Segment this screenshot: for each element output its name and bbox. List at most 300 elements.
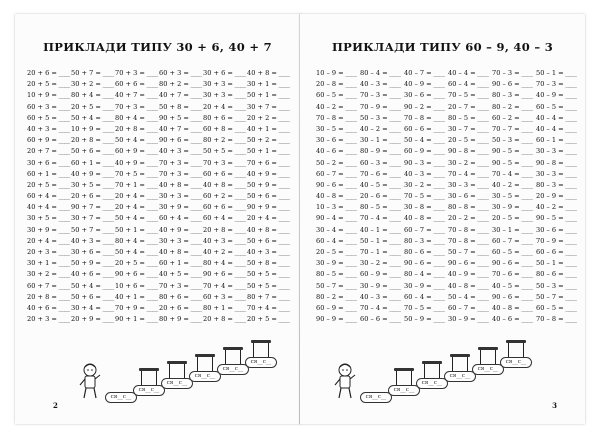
exercise-item[interactable]: 30 – 8 = ____ xyxy=(404,202,448,213)
exercise-item[interactable]: 70 + 3 = ____ xyxy=(159,281,203,292)
exercise-column xyxy=(27,68,71,325)
exercise-item[interactable]: 30 – 9 = ____ xyxy=(360,281,404,292)
exercise-item[interactable]: 60 + 4 = ____ xyxy=(203,213,247,224)
exercise-item[interactable]: 30 + 9 = ____ xyxy=(27,225,71,236)
stair-step: ся__с__ xyxy=(105,392,137,403)
exercise-item[interactable]: 90 + 1 = ____ xyxy=(115,314,159,325)
exercise-item[interactable]: 20 + 5 = ____ xyxy=(27,180,71,191)
exercise-item[interactable]: 40 + 1 = ____ xyxy=(115,292,159,303)
exercise-item[interactable]: 80 + 2 = ____ xyxy=(203,135,247,146)
exercise-item[interactable]: 80 – 5 = ____ xyxy=(360,202,404,213)
exercise-item[interactable]: 60 – 7 = ____ xyxy=(404,225,448,236)
exercise-item[interactable]: 40 – 2 = ____ xyxy=(536,202,580,213)
exercise-item[interactable]: 60 + 5 = ____ xyxy=(27,113,71,124)
exercise-item[interactable]: 10 – 9 = ____ xyxy=(316,68,360,79)
exercise-item[interactable]: 40 – 8 = ____ xyxy=(404,213,448,224)
exercise-item[interactable]: 60 + 8 = ____ xyxy=(203,124,247,135)
exercise-item[interactable]: 90 – 8 = ____ xyxy=(448,146,492,157)
exercise-item[interactable]: 40 – 2 = ____ xyxy=(492,180,536,191)
exercise-item[interactable]: 90 – 5 = ____ xyxy=(492,158,536,169)
exercise-item[interactable]: 30 – 2 = ____ xyxy=(404,180,448,191)
exercise-item[interactable]: 40 + 8 = ____ xyxy=(159,247,203,258)
exercise-item[interactable]: 90 – 8 = ____ xyxy=(536,158,580,169)
exercise-item[interactable]: 40 + 3 = ____ xyxy=(71,236,115,247)
exercise-item[interactable]: 40 + 9 = ____ xyxy=(71,169,115,180)
exercise-item[interactable]: 60 + 1 = ____ xyxy=(71,158,115,169)
exercise-item[interactable]: 60 – 5 = ____ xyxy=(316,90,360,101)
exercise-item[interactable]: 20 + 4 = ____ xyxy=(247,213,291,224)
exercise-item[interactable]: 60 + 2 = ____ xyxy=(203,191,247,202)
stair-post xyxy=(225,350,241,364)
exercise-item[interactable]: 50 + 2 = ____ xyxy=(247,135,291,146)
exercise-item[interactable]: 60 + 4 = ____ xyxy=(159,213,203,224)
exercise-item[interactable]: 20 – 5 = ____ xyxy=(492,213,536,224)
exercise-item[interactable]: 40 – 5 = ____ xyxy=(360,180,404,191)
right-page-title: ПРИКЛАДИ ТИПУ 60 – 9, 40 – 3 xyxy=(331,40,553,54)
exercise-item[interactable]: 40 – 6 = ____ xyxy=(492,314,536,325)
exercise-item[interactable]: 50 + 4 = ____ xyxy=(115,247,159,258)
exercise-item[interactable]: 20 – 5 = ____ xyxy=(316,247,360,258)
exercise-item[interactable]: 90 – 6 = ____ xyxy=(404,258,448,269)
exercise-item[interactable]: 70 – 8 = ____ xyxy=(316,113,360,124)
exercise-item[interactable]: 70 + 3 = ____ xyxy=(115,102,159,113)
exercise-item[interactable]: 30 + 3 = ____ xyxy=(203,90,247,101)
stair-post xyxy=(452,357,468,371)
exercise-item[interactable]: 50 + 9 = ____ xyxy=(247,180,291,191)
left-page xyxy=(15,14,301,424)
exercise-item[interactable]: 50 + 4 = ____ xyxy=(115,135,159,146)
exercise-item[interactable]: 20 + 6 = ____ xyxy=(159,303,203,314)
exercise-item[interactable]: 80 – 6 = ____ xyxy=(536,269,580,280)
exercise-item[interactable]: 60 – 5 = ____ xyxy=(536,102,580,113)
exercise-item[interactable]: 80 + 4 = ____ xyxy=(71,90,115,101)
exercise-item[interactable]: 70 – 4 = ____ xyxy=(360,303,404,314)
exercise-item[interactable]: 90 – 9 = ____ xyxy=(316,314,360,325)
exercise-item[interactable]: 30 – 2 = ____ xyxy=(360,258,404,269)
exercise-item[interactable]: 30 + 7 = ____ xyxy=(247,102,291,113)
exercise-item[interactable]: 50 – 4 = ____ xyxy=(448,292,492,303)
exercise-item[interactable]: 90 – 5 = ____ xyxy=(536,213,580,224)
exercise-item[interactable]: 30 + 5 = ____ xyxy=(71,180,115,191)
exercise-item[interactable]: 90 + 9 = ____ xyxy=(247,202,291,213)
exercise-item[interactable]: 20 + 8 = ____ xyxy=(71,135,115,146)
exercise-item[interactable]: 90 – 6 = ____ xyxy=(448,258,492,269)
exercise-item[interactable]: 70 – 1 = ____ xyxy=(360,247,404,258)
exercise-item[interactable]: 50 + 5 = ____ xyxy=(247,281,291,292)
exercise-item[interactable]: 30 + 5 = ____ xyxy=(27,213,71,224)
exercise-item[interactable]: 70 + 3 = ____ xyxy=(159,158,203,169)
exercise-item[interactable]: 50 + 6 = ____ xyxy=(71,146,115,157)
exercise-item[interactable]: 20 + 8 = ____ xyxy=(203,314,247,325)
exercise-item[interactable]: 40 + 6 = ____ xyxy=(27,303,71,314)
exercise-item[interactable]: 30 – 6 = ____ xyxy=(404,90,448,101)
exercise-item[interactable]: 90 – 2 = ____ xyxy=(404,102,448,113)
exercise-item[interactable]: 90 – 5 = ____ xyxy=(492,146,536,157)
exercise-item[interactable]: 50 – 3 = ____ xyxy=(360,113,404,124)
exercise-item[interactable]: 20 + 5 = ____ xyxy=(71,102,115,113)
exercise-item[interactable]: 60 – 9 = ____ xyxy=(404,146,448,157)
exercise-item[interactable]: 50 + 4 = ____ xyxy=(71,113,115,124)
exercise-item[interactable]: 90 – 6 = ____ xyxy=(492,258,536,269)
exercise-item[interactable]: 60 – 6 = ____ xyxy=(536,247,580,258)
exercise-item[interactable]: 30 + 7 = ____ xyxy=(71,213,115,224)
exercise-item[interactable]: 90 + 6 = ____ xyxy=(159,135,203,146)
exercise-item[interactable]: 90 + 6 = ____ xyxy=(203,269,247,280)
exercise-item[interactable]: 80 + 4 = ____ xyxy=(115,236,159,247)
exercise-item[interactable]: 70 + 3 = ____ xyxy=(115,68,159,79)
exercise-item[interactable]: 80 + 2 = ____ xyxy=(159,79,203,90)
exercise-item[interactable]: 50 – 7 = ____ xyxy=(448,247,492,258)
exercise-item[interactable]: 70 – 5 = ____ xyxy=(404,303,448,314)
exercise-item[interactable]: 10 + 9 = ____ xyxy=(27,90,71,101)
exercise-item[interactable]: 60 – 4 = ____ xyxy=(448,79,492,90)
exercise-item[interactable]: 30 – 9 = ____ xyxy=(448,314,492,325)
left-page-number: 2 xyxy=(53,401,58,410)
exercise-item[interactable]: 70 + 6 = ____ xyxy=(247,158,291,169)
exercise-item[interactable]: 80 – 8 = ____ xyxy=(448,202,492,213)
exercise-item[interactable]: 60 – 3 = ____ xyxy=(360,158,404,169)
exercise-item[interactable]: 60 + 9 = ____ xyxy=(27,135,71,146)
exercise-item[interactable]: 80 – 3 = ____ xyxy=(492,90,536,101)
exercise-item[interactable]: 60 – 9 = ____ xyxy=(360,269,404,280)
exercise-item[interactable]: 40 + 3 = ____ xyxy=(159,146,203,157)
exercise-item[interactable]: 20 – 9 = ____ xyxy=(536,191,580,202)
exercise-item[interactable]: 50 – 1 = ____ xyxy=(536,68,580,79)
exercise-item[interactable]: 30 + 6 = ____ xyxy=(27,158,71,169)
exercise-item[interactable]: 20 – 6 = ____ xyxy=(360,191,404,202)
exercise-item[interactable]: 80 – 9 = ____ xyxy=(360,146,404,157)
exercise-item[interactable]: 70 – 4 = ____ xyxy=(492,169,536,180)
exercise-item[interactable]: 40 – 8 = ____ xyxy=(316,191,360,202)
stair-step: ся__с__ xyxy=(388,385,420,396)
exercise-item[interactable]: 30 – 1 = ____ xyxy=(360,135,404,146)
exercise-item[interactable]: 30 + 1 = ____ xyxy=(247,79,291,90)
exercise-column xyxy=(71,68,115,325)
left-exercise-grid xyxy=(27,68,291,325)
exercise-item[interactable]: 40 – 3 = ____ xyxy=(360,292,404,303)
exercise-item[interactable]: 70 + 1 = ____ xyxy=(115,180,159,191)
exercise-item[interactable]: 60 + 6 = ____ xyxy=(203,202,247,213)
exercise-item[interactable]: 40 – 1 = ____ xyxy=(360,225,404,236)
exercise-item[interactable]: 10 + 6 = ____ xyxy=(115,281,159,292)
exercise-item[interactable]: 90 + 6 = ____ xyxy=(115,269,159,280)
exercise-item[interactable]: 30 – 9 = ____ xyxy=(404,281,448,292)
exercise-item[interactable]: 70 + 4 = ____ xyxy=(203,281,247,292)
exercise-item[interactable]: 50 – 9 = ____ xyxy=(404,314,448,325)
exercise-item[interactable]: 50 – 7 = ____ xyxy=(536,292,580,303)
exercise-item[interactable]: 60 – 6 = ____ xyxy=(360,314,404,325)
exercise-item[interactable]: 70 – 4 = ____ xyxy=(448,169,492,180)
exercise-item[interactable]: 50 – 4 = ____ xyxy=(404,135,448,146)
exercise-item[interactable]: 20 + 6 = ____ xyxy=(71,191,115,202)
exercise-item[interactable]: 30 – 3 = ____ xyxy=(536,146,580,157)
exercise-item[interactable]: 40 – 4 = ____ xyxy=(536,113,580,124)
exercise-item[interactable]: 40 – 6 = ____ xyxy=(316,146,360,157)
exercise-item[interactable]: 40 + 8 = ____ xyxy=(203,180,247,191)
exercise-item[interactable]: 20 – 7 = ____ xyxy=(448,102,492,113)
exercise-item[interactable]: 70 + 9 = ____ xyxy=(115,303,159,314)
exercise-item[interactable]: 30 + 9 = ____ xyxy=(159,202,203,213)
exercise-item[interactable]: 80 – 5 = ____ xyxy=(316,269,360,280)
exercise-item[interactable]: 50 + 9 = ____ xyxy=(71,258,115,269)
exercise-item[interactable]: 30 – 9 = ____ xyxy=(492,202,536,213)
exercise-item[interactable]: 60 + 3 = ____ xyxy=(203,292,247,303)
exercise-item[interactable]: 90 – 3 = ____ xyxy=(404,158,448,169)
exercise-item[interactable]: 70 – 8 = ____ xyxy=(448,225,492,236)
exercise-item[interactable]: 50 + 6 = ____ xyxy=(71,292,115,303)
exercise-item[interactable]: 50 + 6 = ____ xyxy=(247,191,291,202)
exercise-item[interactable]: 50 – 1 = ____ xyxy=(536,258,580,269)
exercise-item[interactable]: 60 + 6 = ____ xyxy=(115,79,159,90)
exercise-item[interactable]: 30 + 3 = ____ xyxy=(159,236,203,247)
exercise-item[interactable]: 70 – 6 = ____ xyxy=(360,169,404,180)
exercise-item[interactable]: 30 – 4 = ____ xyxy=(316,225,360,236)
exercise-item[interactable]: 80 – 3 = ____ xyxy=(404,236,448,247)
exercise-item[interactable]: 40 + 4 = ____ xyxy=(27,202,71,213)
exercise-item[interactable]: 20 + 5 = ____ xyxy=(115,258,159,269)
exercise-item[interactable]: 40 + 1 = ____ xyxy=(247,124,291,135)
boy-illustration-icon xyxy=(77,362,103,402)
exercise-item[interactable]: 50 – 1 = ____ xyxy=(360,236,404,247)
exercise-item[interactable]: 50 + 7 = ____ xyxy=(71,225,115,236)
exercise-item[interactable]: 30 – 9 = ____ xyxy=(316,258,360,269)
exercise-item[interactable]: 80 – 3 = ____ xyxy=(536,180,580,191)
exercise-item[interactable]: 20 + 6 = ____ xyxy=(27,68,71,79)
exercise-item[interactable]: 40 – 5 = ____ xyxy=(492,281,536,292)
exercise-item[interactable]: 20 + 8 = ____ xyxy=(115,124,159,135)
exercise-item[interactable]: 40 + 3 = ____ xyxy=(247,247,291,258)
exercise-item[interactable]: 70 + 3 = ____ xyxy=(159,169,203,180)
exercise-item[interactable]: 30 + 4 = ____ xyxy=(71,303,115,314)
exercise-item[interactable]: 30 + 1 = ____ xyxy=(27,258,71,269)
stair-step: ся__с__ xyxy=(444,371,476,382)
stair-step: ся__с__ xyxy=(416,378,448,389)
exercise-item[interactable]: 30 + 3 = ____ xyxy=(159,191,203,202)
exercise-item[interactable]: 80 + 7 = ____ xyxy=(247,292,291,303)
exercise-item[interactable]: 30 – 6 = ____ xyxy=(448,191,492,202)
exercise-item[interactable]: 60 – 5 = ____ xyxy=(492,247,536,258)
exercise-item[interactable]: 80 + 1 = ____ xyxy=(203,303,247,314)
exercise-item[interactable]: 60 + 3 = ____ xyxy=(27,102,71,113)
exercise-item[interactable]: 50 + 8 = ____ xyxy=(159,102,203,113)
exercise-item[interactable]: 30 + 6 = ____ xyxy=(71,247,115,258)
exercise-item[interactable]: 70 + 3 = ____ xyxy=(203,158,247,169)
exercise-item[interactable]: 40 – 8 = ____ xyxy=(492,303,536,314)
exercise-item[interactable]: 50 + 7 = ____ xyxy=(71,68,115,79)
exercise-item[interactable]: 40 – 3 = ____ xyxy=(360,79,404,90)
exercise-item[interactable]: 60 + 1 = ____ xyxy=(159,258,203,269)
exercise-item[interactable]: 60 + 6 = ____ xyxy=(203,169,247,180)
exercise-item[interactable]: 70 – 8 = ____ xyxy=(404,113,448,124)
exercise-item[interactable]: 30 – 7 = ____ xyxy=(448,124,492,135)
exercise-item[interactable]: 50 + 1 = ____ xyxy=(247,146,291,157)
exercise-item[interactable]: 20 + 5 = ____ xyxy=(27,79,71,90)
exercise-item[interactable]: 60 – 1 = ____ xyxy=(536,135,580,146)
exercise-item[interactable]: 70 – 7 = ____ xyxy=(492,124,536,135)
exercise-item[interactable]: 30 – 6 = ____ xyxy=(536,225,580,236)
exercise-item[interactable]: 70 – 9 = ____ xyxy=(360,102,404,113)
exercise-item[interactable]: 40 + 6 = ____ xyxy=(71,269,115,280)
exercise-item[interactable]: 40 – 3 = ____ xyxy=(404,169,448,180)
exercise-item[interactable]: 50 + 8 = ____ xyxy=(247,258,291,269)
right-stairs-illustration xyxy=(330,348,560,408)
exercise-item[interactable]: 50 + 1 = ____ xyxy=(115,225,159,236)
stair-post xyxy=(424,364,440,378)
exercise-item[interactable]: 30 + 2 = ____ xyxy=(27,269,71,280)
exercise-item[interactable]: 80 – 4 = ____ xyxy=(404,269,448,280)
exercise-item[interactable]: 70 – 3 = ____ xyxy=(492,68,536,79)
exercise-item[interactable]: 60 – 4 = ____ xyxy=(316,236,360,247)
exercise-item[interactable]: 40 + 9 = ____ xyxy=(115,158,159,169)
exercise-item[interactable]: 50 + 5 = ____ xyxy=(247,269,291,280)
exercise-item[interactable]: 50 – 3 = ____ xyxy=(536,281,580,292)
stair-step: ся__с__ xyxy=(245,357,277,368)
exercise-item[interactable]: 60 – 7 = ____ xyxy=(448,303,492,314)
exercise-item[interactable]: 20 + 4 = ____ xyxy=(115,202,159,213)
exercise-item[interactable]: 80 – 2 = ____ xyxy=(492,102,536,113)
exercise-item[interactable]: 20 – 5 = ____ xyxy=(448,135,492,146)
exercise-item[interactable]: 20 + 3 = ____ xyxy=(27,314,71,325)
exercise-item[interactable]: 60 – 5 = ____ xyxy=(536,303,580,314)
exercise-item[interactable]: 20 + 9 = ____ xyxy=(71,314,115,325)
exercise-item[interactable]: 10 – 3 = ____ xyxy=(316,202,360,213)
exercise-item[interactable]: 40 – 4 = ____ xyxy=(448,68,492,79)
exercise-item[interactable]: 60 – 7 = ____ xyxy=(492,236,536,247)
exercise-item[interactable]: 40 + 5 = ____ xyxy=(159,269,203,280)
exercise-item[interactable]: 40 + 7 = ____ xyxy=(159,90,203,101)
right-page-number: 3 xyxy=(552,401,557,410)
exercise-item[interactable]: 40 – 4 = ____ xyxy=(536,124,580,135)
exercise-item[interactable]: 40 – 8 = ____ xyxy=(448,281,492,292)
exercise-item[interactable]: 60 + 1 = ____ xyxy=(27,169,71,180)
exercise-item[interactable]: 70 – 9 = ____ xyxy=(536,236,580,247)
exercise-item[interactable]: 20 + 4 = ____ xyxy=(115,191,159,202)
exercise-item[interactable]: 70 – 5 = ____ xyxy=(448,90,492,101)
exercise-item[interactable]: 80 – 4 = ____ xyxy=(360,68,404,79)
exercise-item[interactable]: 40 – 2 = ____ xyxy=(360,124,404,135)
exercise-item[interactable]: 20 + 8 = ____ xyxy=(27,292,71,303)
exercise-item[interactable]: 80 + 9 = ____ xyxy=(159,314,203,325)
exercise-item[interactable]: 20 + 3 = ____ xyxy=(27,247,71,258)
exercise-item[interactable]: 40 + 9 = ____ xyxy=(247,169,291,180)
exercise-item[interactable]: 40 + 8 = ____ xyxy=(247,225,291,236)
exercise-item[interactable]: 20 + 4 = ____ xyxy=(27,236,71,247)
exercise-item[interactable]: 30 + 2 = ____ xyxy=(71,79,115,90)
exercise-item[interactable]: 40 – 9 = ____ xyxy=(404,79,448,90)
exercise-item[interactable]: 20 – 8 = ____ xyxy=(316,79,360,90)
exercise-item[interactable]: 30 – 2 = ____ xyxy=(448,158,492,169)
exercise-item[interactable]: 40 + 7 = ____ xyxy=(115,90,159,101)
exercise-item[interactable]: 40 + 7 = ____ xyxy=(159,124,203,135)
exercise-item[interactable]: 60 + 7 = ____ xyxy=(27,281,71,292)
exercise-item[interactable]: 40 – 7 = ____ xyxy=(404,68,448,79)
exercise-item[interactable]: 70 – 4 = ____ xyxy=(360,213,404,224)
exercise-item[interactable]: 50 – 2 = ____ xyxy=(316,158,360,169)
exercise-item[interactable]: 60 – 2 = ____ xyxy=(492,113,536,124)
exercise-column xyxy=(247,68,291,325)
stair-post xyxy=(169,364,185,378)
exercise-item[interactable]: 60 + 4 = ____ xyxy=(27,191,71,202)
exercise-item[interactable]: 30 + 3 = ____ xyxy=(203,79,247,90)
exercise-item[interactable]: 60 – 9 = ____ xyxy=(316,303,360,314)
exercise-item[interactable]: 60 + 9 = ____ xyxy=(115,146,159,157)
exercise-item[interactable]: 80 + 6 = ____ xyxy=(203,113,247,124)
exercise-item[interactable]: 20 + 5 = ____ xyxy=(247,314,291,325)
exercise-item[interactable]: 20 + 2 = ____ xyxy=(247,113,291,124)
exercise-item[interactable]: 50 + 6 = ____ xyxy=(247,236,291,247)
exercise-item[interactable]: 50 + 5 = ____ xyxy=(203,146,247,157)
exercise-item[interactable]: 80 – 5 = ____ xyxy=(448,113,492,124)
exercise-item[interactable]: 40 + 3 = ____ xyxy=(27,124,71,135)
exercise-item[interactable]: 70 – 8 = ____ xyxy=(448,236,492,247)
exercise-item[interactable]: 50 – 7 = ____ xyxy=(316,281,360,292)
exercise-item[interactable]: 70 + 4 = ____ xyxy=(247,303,291,314)
exercise-item[interactable]: 50 + 4 = ____ xyxy=(115,213,159,224)
stair-post xyxy=(508,343,524,357)
exercise-item[interactable]: 70 – 3 = ____ xyxy=(536,79,580,90)
exercise-item[interactable]: 70 – 6 = ____ xyxy=(492,269,536,280)
exercise-item[interactable]: 10 + 9 = ____ xyxy=(71,124,115,135)
exercise-item[interactable]: 50 – 3 = ____ xyxy=(492,135,536,146)
exercise-item[interactable]: 40 + 8 = ____ xyxy=(159,180,203,191)
exercise-item[interactable]: 90 – 4 = ____ xyxy=(316,213,360,224)
exercise-item[interactable]: 30 – 5 = ____ xyxy=(492,191,536,202)
exercise-item[interactable]: 90 – 6 = ____ xyxy=(492,292,536,303)
exercise-item[interactable]: 30 – 3 = ____ xyxy=(536,169,580,180)
exercise-item[interactable]: 30 + 6 = ____ xyxy=(203,68,247,79)
exercise-item[interactable]: 80 – 6 = ____ xyxy=(404,247,448,258)
exercise-item[interactable]: 40 – 2 = ____ xyxy=(316,102,360,113)
exercise-item[interactable]: 20 – 2 = ____ xyxy=(448,213,492,224)
exercise-item[interactable]: 50 + 4 = ____ xyxy=(71,281,115,292)
exercise-item[interactable]: 50 + 1 = ____ xyxy=(247,90,291,101)
exercise-item[interactable]: 80 + 4 = ____ xyxy=(203,258,247,269)
exercise-item[interactable]: 30 – 1 = ____ xyxy=(492,225,536,236)
exercise-item[interactable]: 80 + 6 = ____ xyxy=(159,292,203,303)
exercise-item[interactable]: 20 + 8 = ____ xyxy=(203,225,247,236)
exercise-item[interactable]: 70 + 5 = ____ xyxy=(115,169,159,180)
exercise-item[interactable]: 90 + 7 = ____ xyxy=(71,202,115,213)
exercise-item[interactable]: 60 – 4 = ____ xyxy=(404,292,448,303)
exercise-item[interactable]: 40 – 9 = ____ xyxy=(448,269,492,280)
exercise-item[interactable]: 60 – 7 = ____ xyxy=(316,169,360,180)
exercise-item[interactable]: 30 – 3 = ____ xyxy=(448,180,492,191)
exercise-item[interactable]: 20 + 7 = ____ xyxy=(27,146,71,157)
exercise-item[interactable]: 70 – 3 = ____ xyxy=(360,90,404,101)
exercise-item[interactable]: 30 – 6 = ____ xyxy=(316,135,360,146)
left-page-title: ПРИКЛАДИ ТИПУ 30 + 6, 40 + 7 xyxy=(43,40,272,54)
exercise-item[interactable]: 60 – 6 = ____ xyxy=(404,124,448,135)
exercise-item[interactable]: 80 + 4 = ____ xyxy=(115,113,159,124)
exercise-item[interactable]: 40 + 9 = ____ xyxy=(159,225,203,236)
exercise-column xyxy=(492,68,536,325)
exercise-item[interactable]: 70 – 5 = ____ xyxy=(404,191,448,202)
exercise-column xyxy=(360,68,404,325)
exercise-item[interactable]: 70 – 8 = ____ xyxy=(536,314,580,325)
exercise-item[interactable]: 40 – 9 = ____ xyxy=(536,90,580,101)
exercise-item[interactable]: 90 + 5 = ____ xyxy=(159,113,203,124)
exercise-item[interactable]: 40 + 2 = ____ xyxy=(203,247,247,258)
exercise-item[interactable]: 40 + 3 = ____ xyxy=(203,236,247,247)
exercise-item[interactable]: 30 – 5 = ____ xyxy=(316,124,360,135)
exercise-item[interactable]: 90 – 6 = ____ xyxy=(316,180,360,191)
exercise-item[interactable]: 80 – 2 = ____ xyxy=(316,292,360,303)
stair-step: ся__с__ xyxy=(133,385,165,396)
exercise-item[interactable]: 40 + 8 = ____ xyxy=(247,68,291,79)
exercise-item[interactable]: 20 + 4 = ____ xyxy=(203,102,247,113)
exercise-item[interactable]: 90 – 6 = ____ xyxy=(492,79,536,90)
exercise-item[interactable]: 60 + 3 = ____ xyxy=(159,68,203,79)
